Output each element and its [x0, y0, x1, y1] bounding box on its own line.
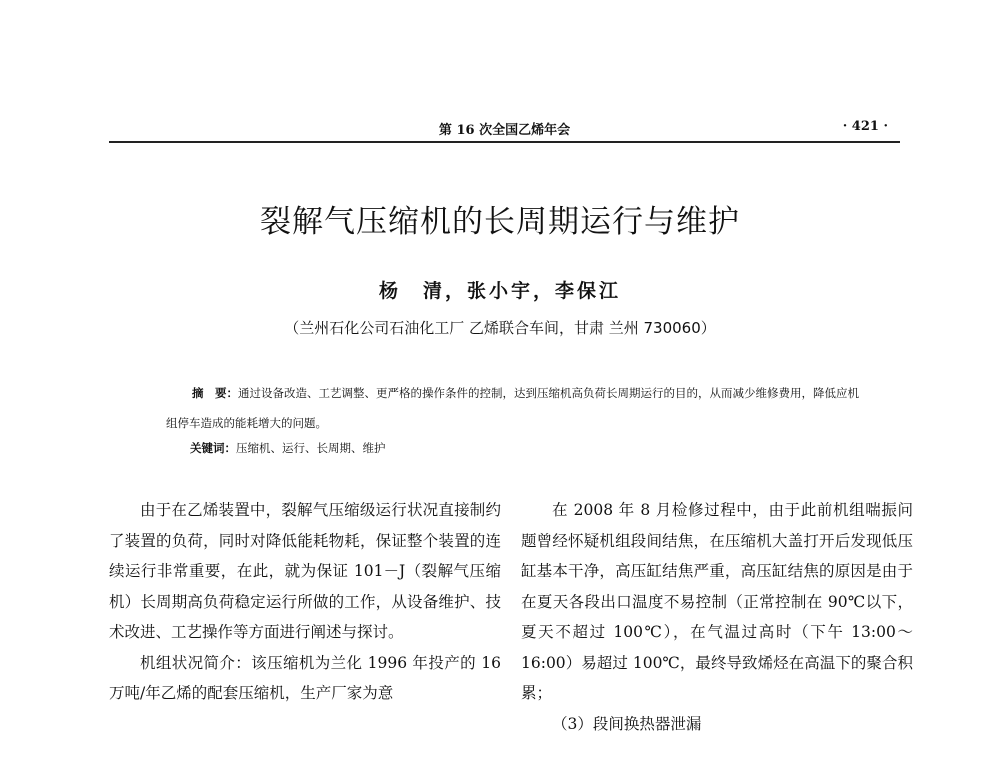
paragraph: 机组状况简介：该压缩机为兰化 1996 年投产的 16 万吨/年乙烯的配套压缩机，生产厂家为意: [109, 653, 501, 702]
affiliation: （兰州石化公司石油化工厂 乙烯联合车间，甘肃 兰州 730060）: [284, 319, 716, 337]
keywords-text: 压缩机、运行、长周期、维护: [236, 441, 386, 455]
section-heading: （3）段间换热器泄漏: [552, 714, 702, 733]
page-number: · 421 ·: [842, 119, 888, 134]
paragraph: 由于在乙烯装置中，裂解气压缩级运行状况直接制约了装置的负荷，同时对降低能耗物耗，保证整个装置的连续运行非常重要，在此，就为保证 101－J（裂解气压缩机）长周期高负荷稳定运行所做的工作，从设备维护、技术改进、工艺操作等方面进行阐述与探讨。: [109, 501, 501, 641]
authors: 杨 清，张小宇，李保江: [378, 280, 621, 302]
keywords-label: 关键词：: [190, 441, 236, 455]
body-right-column: [521, 495, 913, 739]
running-header: [109, 115, 900, 143]
abstract-text: 通过设备改造、工艺调整、更严格的操作条件的控制，达到压缩机高负荷长周期运行的目的，从而减少维修费用，降低应机组停车造成的能耗增大的问题。: [166, 386, 859, 430]
paragraph: 在 2008 年 8 月检修过程中，由于此前机组喘振问题曾经怀疑机组段间结焦，在压缩机大盖打开后发现低压缸基本干净，高压缸结焦严重，高压缸结焦的原因是由于在夏天各段出口温度不易控制（正常控制在 90℃以下，夏天不超过 100℃），在气温过高时（下午 13:00～16:00）易超过 100℃，最终导致烯烃在高温下的聚合积累；: [521, 501, 913, 702]
abstract-label: 摘 要：: [192, 386, 238, 400]
body-left-column: [109, 495, 501, 709]
abstract-paragraph: [166, 378, 866, 438]
keywords: [190, 440, 386, 456]
paper-title: 裂解气压缩机的长周期运行与维护: [260, 204, 740, 240]
abstract: [166, 378, 866, 438]
conference-name: 第 16 次全国乙烯年会: [438, 123, 571, 138]
